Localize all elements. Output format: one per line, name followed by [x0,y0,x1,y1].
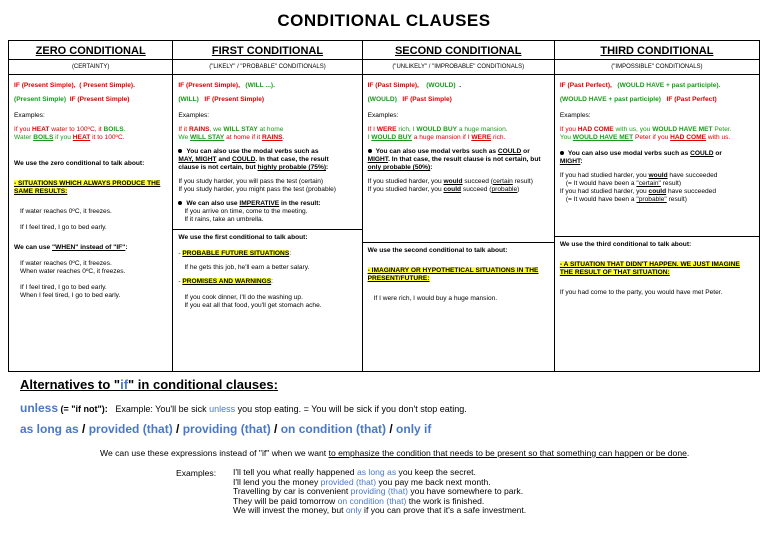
unless-line: unless (= "if not"): Example: You'll be sick unless you stop eating. = You will be sick if you don't stop eating. [20,401,467,415]
alt-example-1: I'll tell you what really happened as long as you keep the secret. [233,467,476,477]
second-use-label: We use the second conditional to talk about: [367,247,508,254]
zero-examples-label: Examples: [14,112,45,119]
zero-heading: ZERO CONDITIONAL [35,45,146,57]
first-examples-label: Examples: [178,112,210,119]
alt-example-4: They will be paid tomorrow on condition (that) the work is finished. [233,495,485,506]
first-modal-note: You can also use the modal verbs such as MAY, MIGHT and COULD. In that case, the result clause is not certain, but highly probable (75%): [178,148,329,171]
second-use-1: - IMAGINARY OR HYPOTHETICAL SITUATIONS IN THE PRESENT/FUTURE: [367,267,539,282]
second-example-2: I WOULD BUY a huge mansion if I WERE rich. [367,134,506,141]
first-formula-2: (WILL) IF (Present Simple) [178,96,265,103]
second-example-1: If I WERE rich, I WOULD BUY a huge mansion. [367,126,508,133]
zero-conditional-column [9,41,173,371]
zero-use-label: We use the zero conditional to talk about: [14,160,145,167]
third-examples-label: Examples: [559,112,591,119]
third-conditional-column [555,41,759,371]
page-title: CONDITIONAL CLAUSES [277,11,491,30]
alt-example-3: Travelling by car is convenient providing (that) you have somewhere to park. [233,486,524,497]
zero-when-4: When I feel tired, I go to bed early. [20,292,121,299]
third-modal-example-4: (= It would have been a "probable" result) [565,196,687,203]
first-heading: FIRST CONDITIONAL [211,45,324,57]
alternatives-list: as long as / provided (that) / providing (that) / on condition (that) / only if [20,422,432,436]
zero-when-note: We can use "WHEN" instead of "IF": [14,244,128,251]
third-modal-note: You can also use modal verbs such as COULD or MIGHT: [559,150,722,165]
third-use-1-example: If you had come to the party, you would have met Peter. [559,289,723,296]
zero-when-3: If I feel tired, I go to bed early. [20,284,107,291]
alt-providing: providing (that) [182,422,271,436]
zero-formula-2: (Present Simple) IF (Present Simple) [14,96,130,103]
first-imperative-2: If it rains, take an umbrella. [184,216,264,223]
alt-example-2: I'll lend you the money provided (that) you pay me back next month. [233,476,491,487]
second-formula-2: (WOULD) IF (Past Simple) [367,96,452,103]
zero-subtitle: (CERTAINTY) [9,59,172,75]
second-conditional-column [363,41,555,371]
alt-as-long-as: as long as [20,422,79,436]
alternatives-title: Alternatives to "if" in conditional clauses: [20,377,278,392]
alt-provided: provided (that) [88,422,173,436]
zero-use-example-1: If water reaches 0ºC, it freezes. [20,208,112,215]
second-use-1-example: If I were rich, I would buy a huge mansion. [373,295,498,302]
third-use-label: We use the third conditional to talk about: [559,241,692,248]
third-example-2: You WOULD HAVE MET Peter if you HAD COME with us. [559,134,731,141]
first-subtitle: ("LIKELY" / "PROBABLE" CONDITIONALS) [173,59,361,75]
third-subtitle: ("IMPOSSIBLE" CONDITIONALS) [555,59,759,75]
first-use-1: - PROBABLE FUTURE SITUATIONS: [178,250,292,257]
third-example-1: If you HAD COME with us, you WOULD HAVE MET Peter. [559,126,732,133]
first-modal-example-1: If you study harder, you will pass the test (certain) [178,178,324,185]
alt-only-if: only if [396,422,432,436]
zero-use-item: - SITUATIONS WHICH ALWAYS PRODUCE THE SAME RESULTS: [14,180,161,195]
third-formula-2: (WOULD HAVE + past participle) IF (Past Perfect) [559,96,717,103]
alt-examples-label: Examples: [176,468,217,478]
first-example-1: If it RAINS, we WILL STAY at home [178,126,284,133]
first-use-2: - PROMISES AND WARNINGS: [178,278,273,285]
first-use-1-example: If he gets this job, he'll earn a better salary. [184,264,310,271]
second-modal-note: You can also use modal verbs such as COULD or MIGHT. In that case, the result clause is not certain, but only probable (50%): [367,148,541,171]
alt-on-condition: on condition (that) [280,422,387,436]
third-modal-example-1: If you had studied harder, you would have succeeded [559,172,718,179]
second-modal-example-2: If you studied harder, you could succeed (probable) [367,186,520,193]
first-conditional-column [173,41,362,371]
first-formula-1: IF (Present Simple), (WILL ...). [178,82,275,89]
zero-use-example-2: If I feel tired, I go to bed early. [20,224,107,231]
alt-examples [233,468,526,516]
third-formula-1: IF (Past Perfect), (WOULD HAVE + past participle). [559,82,721,89]
zero-example-2: Water BOILS if you HEAT it to 100ºC. [14,134,125,141]
first-use-2-example-1: If you cook dinner, I'll do the washing up. [184,294,303,301]
alternatives-note: We can use these expressions instead of "if" when we want to emphasize the condition that needs to be present so that something can happen or be done. [100,448,690,458]
third-heading: THIRD CONDITIONAL [600,45,714,57]
conditionals-table [8,40,760,372]
second-subtitle: ("UNLIKELY" / "IMPROBABLE" CONDITIONALS) [363,59,554,75]
zero-when-2: When water reaches 0ºC, it freezes. [20,268,126,275]
alt-example-5: We will invest the money, but only if you can prove that it's a safe investment. [233,505,527,516]
first-use-2-example-2: If you eat all that food, you'll get stomach ache. [184,302,322,309]
first-use-label: We use the first conditional to talk about: [178,234,308,241]
second-heading: SECOND CONDITIONAL [394,45,522,57]
first-imperative-note: We can also use IMPERATIVE in the result: [178,200,356,208]
zero-when-1: If water reaches 0ºC, it freezes. [20,260,112,267]
zero-example-1: If you HEAT water to 100ºC, it BOILS. [14,126,126,133]
first-example-2: We WILL STAY at home if it RAINS. [178,134,285,141]
second-formula-1: IF (Past Simple), (WOULD) . [367,82,462,89]
third-modal-example-3: If you had studied harder, you could have succeeded [559,188,716,195]
zero-formula-1: IF (Present Simple), ( Present Simple). [14,82,135,89]
first-imperative-1: If you arrive on time, come to the meeting. [184,208,308,215]
second-modal-example-1: If you studied harder, you would succeed (certain result) [367,178,533,185]
third-use-1: - A SITUATION THAT DIDN'T HAPPEN. WE JUST IMAGINE THE RESULT OF THAT SITUATION: [559,261,740,276]
second-examples-label: Examples: [367,112,399,119]
third-modal-example-2: (= It would have been a "certain" result) [565,180,682,187]
first-modal-example-2: If you study harder, you might pass the test (probable) [178,186,336,193]
